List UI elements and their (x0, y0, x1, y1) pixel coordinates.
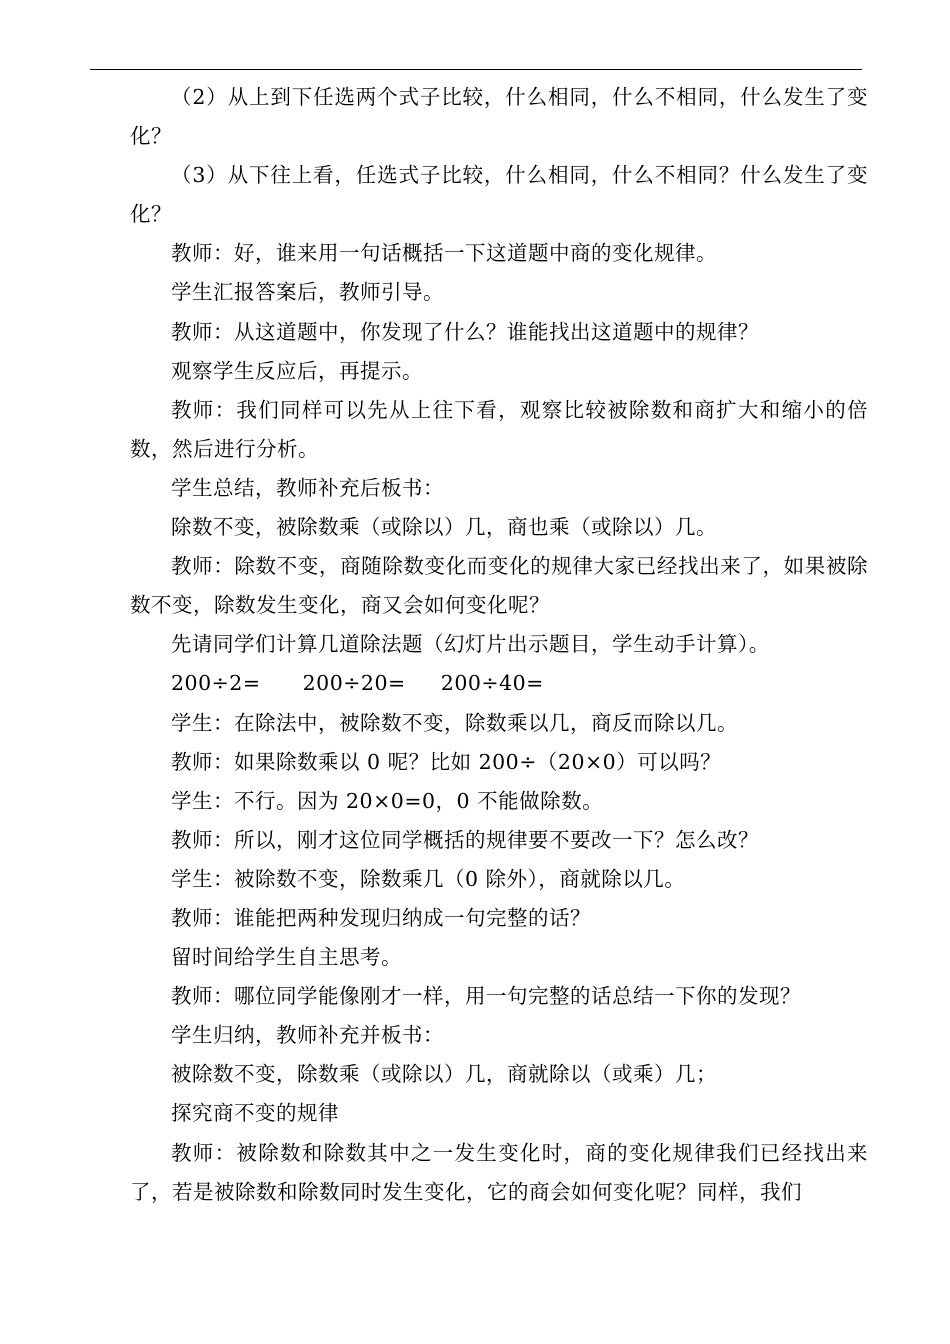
paragraph-teacher-7: 教师：谁能把两种发现归纳成一句完整的话？ (171, 905, 591, 930)
paragraph-note-3: 学生总结，教师补充后板书： (171, 475, 444, 500)
paragraph-note-4: 先请同学们计算几道除法题（幻灯片出示题目，学生动手计算）。 (171, 632, 770, 657)
paragraph-teacher-8: 教师：哪位同学能像刚才一样，用一句完整的话总结一下你的发现？ (171, 984, 801, 1009)
paragraph-student-2: 学生：不行。因为 20×0=0，0 不能做除数。 (171, 788, 604, 813)
paragraph-teacher-2: 教师：从这道题中，你发现了什么？谁能找出这道题中的规律？ (171, 319, 759, 344)
paragraph-note-2: 观察学生反应后，再提示。 (171, 358, 423, 383)
paragraph-note-1: 学生汇报答案后，教师引导。 (171, 280, 444, 305)
paragraph-rule-1: 除数不变，被除数乘（或除以）几，商也乘（或除以）几。 (171, 515, 717, 540)
paragraph-teacher-3: 教师：我们同样可以先从上往下看，观察比较被除数和商扩大和缩小的倍数，然后进行分析。 (130, 397, 868, 461)
document-body (130, 78, 868, 1212)
header-rule (90, 69, 862, 70)
paragraph-teacher-4: 教师：除数不变，商随除数变化而变化的规律大家已经找出来了，如果被除数不变，除数发生变化，商又会如何变化呢？ (130, 554, 868, 618)
paragraph-question-3: （3）从下往上看，任选式子比较，什么相同，什么不相同？什么发生了变化？ (130, 163, 868, 227)
paragraph-rule-2: 被除数不变，除数乘（或除以）几，商就除以（或乘）几； (171, 1062, 717, 1087)
paragraph-student-1: 学生：在除法中，被除数不变，除数乘以几，商反而除以几。 (171, 710, 738, 735)
paragraph-teacher-6: 教师：所以，刚才这位同学概括的规律要不要改一下？怎么改？ (171, 827, 759, 852)
paragraph-question-2: （2）从上到下任选两个式子比较，什么相同，什么不相同，什么发生了变化？ (130, 85, 868, 149)
paragraph-section-heading: 探究商不变的规律 (171, 1101, 339, 1126)
paragraph-teacher-5: 教师：如果除数乘以 0 呢？比如 200÷（20×0）可以吗？ (171, 749, 722, 774)
paragraph-note-6: 学生归纳，教师补充并板书： (171, 1023, 444, 1048)
paragraph-equations: 200÷2= 200÷20= 200÷40= (171, 671, 544, 696)
paragraph-teacher-9: 教师：被除数和除数其中之一发生变化时，商的变化规律我们已经找出来了，若是被除数和除数同时发生变化，它的商会如何变化呢？同样，我们 (130, 1140, 868, 1204)
paragraph-student-3: 学生：被除数不变，除数乘几（0 除外），商就除以几。 (171, 866, 686, 891)
paragraph-note-5: 留时间给学生自主思考。 (171, 945, 402, 970)
paragraph-teacher-1: 教师：好，谁来用一句话概括一下这道题中商的变化规律。 (171, 241, 717, 266)
